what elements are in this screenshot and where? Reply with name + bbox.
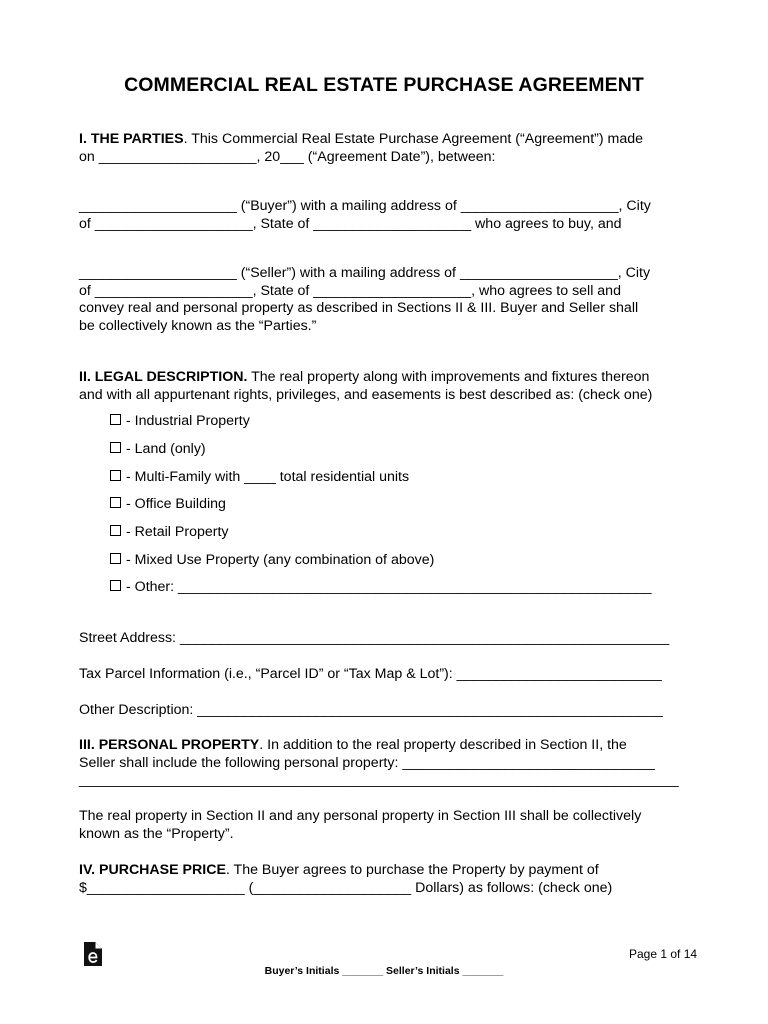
option-label: - Other: ____________________________________________________________	[126, 579, 652, 595]
personal-line3[interactable]: ____________________________________________________________________________	[79, 772, 679, 789]
personal-line2[interactable]: Seller shall include the following personal property: ________________________________	[79, 754, 655, 771]
checkbox-mixed-use[interactable]	[110, 553, 121, 564]
parties-line2: on ____________________, 20___ (“Agreement Date”), between:	[79, 148, 496, 165]
option-multi-family	[110, 469, 409, 486]
buyer-line1: ____________________ (“Buyer”) with a mailing address of ____________________, City	[79, 198, 651, 214]
tax-parcel-field[interactable]: Tax Parcel Information (i.e., “Parcel ID” or “Tax Map & Lot”): __________________________	[79, 666, 662, 682]
seller-line3: convey real and personal property as described in Sections II & III. Buyer and Seller shall	[79, 300, 639, 317]
parties-intro	[79, 131, 691, 166]
legal-description-intro	[79, 369, 691, 404]
checkbox-land[interactable]	[110, 442, 121, 453]
personal-line1: . In addition to the real property described in Section II, the	[259, 737, 627, 753]
seller-line2: of ____________________, State of ____________________, who agrees to sell and	[79, 282, 621, 299]
price-line1: . The Buyer agrees to purchase the Property by payment of	[225, 862, 599, 878]
parties-line1: . This Commercial Real Estate Purchase Agreement (“Agreement”) made	[183, 131, 644, 147]
seller-block	[79, 265, 691, 335]
buyer-block	[79, 198, 691, 233]
option-label: - Office Building	[126, 496, 226, 512]
legal-line1: The real property along with improvements and fixtures thereon	[247, 369, 650, 385]
legal-heading: II. LEGAL DESCRIPTION.	[79, 369, 248, 385]
collective-line1: The real property in Section II and any personal property in Section III shall be collectively	[79, 808, 642, 824]
checkbox-other[interactable]	[110, 580, 121, 591]
legal-line2: and with all appurtenant rights, privileges, and easements is best described as: (check one)	[79, 386, 653, 403]
collective-property-block	[79, 808, 691, 843]
option-industrial	[110, 413, 250, 430]
parties-heading: I. THE PARTIES	[79, 131, 184, 147]
initials-line[interactable]: Buyer’s Initials _______ Seller’s Initials _______	[264, 965, 504, 977]
personal-heading: III. PERSONAL PROPERTY	[79, 737, 260, 753]
street-address-field[interactable]: Street Address: ______________________________________________________________	[79, 630, 670, 646]
page-number: Page 1 of 14	[629, 947, 698, 961]
document-logo-icon	[83, 941, 103, 967]
collective-line2: known as the “Property”.	[79, 825, 234, 842]
option-label: - Land (only)	[126, 441, 206, 457]
option-mixed-use	[110, 552, 434, 569]
option-other	[110, 579, 651, 596]
option-office	[110, 496, 226, 513]
purchase-price-block	[79, 862, 691, 897]
checkbox-multi-family[interactable]	[110, 470, 121, 481]
document-title: COMMERCIAL REAL ESTATE PURCHASE AGREEMENT	[124, 74, 644, 96]
other-description-field[interactable]: Other Description: ___________________________________________________________	[79, 702, 663, 718]
checkbox-industrial[interactable]	[110, 414, 121, 425]
seller-line1: ____________________ (“Seller”) with a mailing address of ____________________, City	[79, 265, 651, 281]
option-land	[110, 441, 206, 458]
option-label: - Industrial Property	[126, 413, 250, 429]
personal-property-block	[79, 737, 691, 790]
buyer-line2: of ____________________, State of ____________________ who agrees to buy, and	[79, 215, 622, 232]
option-label: - Multi-Family with ____ total residential units	[126, 469, 410, 485]
seller-line4: be collectively known as the “Parties.”	[79, 317, 317, 334]
option-retail	[110, 524, 229, 541]
option-label: - Retail Property	[126, 524, 229, 540]
checkbox-retail[interactable]	[110, 525, 121, 536]
checkbox-office[interactable]	[110, 497, 121, 508]
price-line2[interactable]: $____________________ (____________________ Dollars) as follows: (check one)	[79, 879, 613, 896]
option-label: - Mixed Use Property (any combination of above)	[126, 552, 435, 568]
price-heading: IV. PURCHASE PRICE	[79, 862, 226, 878]
